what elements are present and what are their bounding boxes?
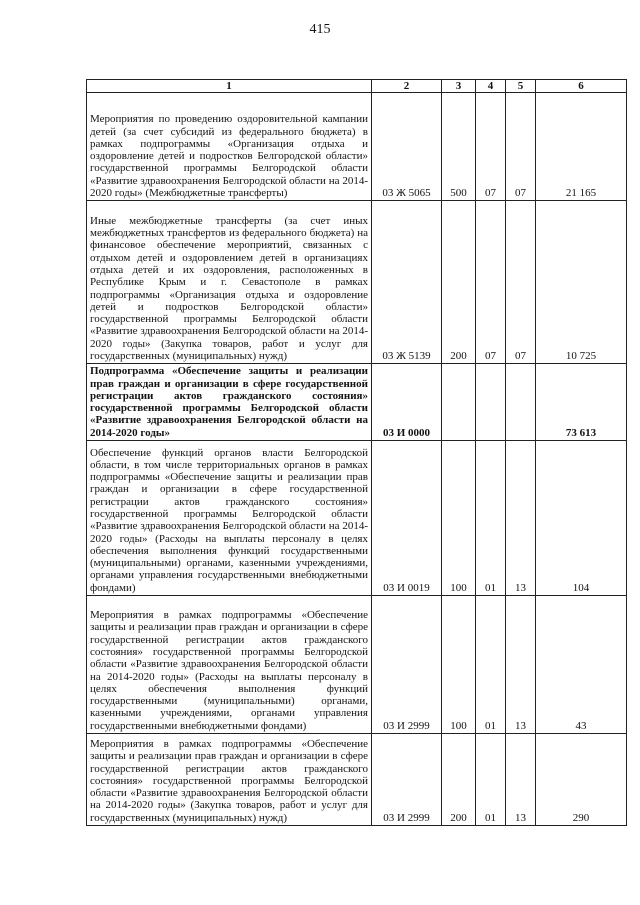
- header-cell-5: 5: [506, 80, 536, 93]
- page-number: 415: [309, 22, 331, 37]
- header-cell-3: 3: [442, 80, 476, 93]
- header-cell-6: 6: [536, 80, 627, 93]
- row-section: [476, 364, 506, 441]
- row-target-code: 03 И 2999: [372, 596, 442, 734]
- row-description: Мероприятия в рамках подпрограммы «Обеспечение защиты и реализации прав граждан и организации в сфере государственной регистрации актов гражданского состояния» государственной программы Белгородской области «Развитие здравоохранения Белгородской области на 2014-2020 годы» (Закупка товаров, работ и услуг для государственных (муниципальных) нужд): [87, 734, 372, 826]
- row-expense-type: 500: [442, 93, 476, 201]
- row-amount: 290: [536, 734, 627, 826]
- row-amount: 73 613: [536, 364, 627, 441]
- row-subsection: 13: [506, 596, 536, 734]
- row-subsection: 13: [506, 441, 536, 596]
- row-section: 01: [476, 441, 506, 596]
- row-target-code: 03 Ж 5139: [372, 201, 442, 364]
- table-row: [87, 441, 627, 596]
- row-description: Подпрограмма «Обеспечение защиты и реализации прав граждан и организации в сфере государственной регистрации актов гражданского состояния» государственной программы Белгородской области «Развитие здравоохранения Белгородской области на 2014-2020 годы»: [87, 364, 372, 441]
- row-target-code: 03 Ж 5065: [372, 93, 442, 201]
- row-section: 07: [476, 201, 506, 364]
- table-row: [87, 734, 627, 826]
- row-section: 07: [476, 93, 506, 201]
- row-target-code: 03 И 2999: [372, 734, 442, 826]
- row-amount: 21 165: [536, 93, 627, 201]
- row-expense-type: 100: [442, 596, 476, 734]
- budget-table: [86, 79, 627, 826]
- row-description: Иные межбюджетные трансферты (за счет иных межбюджетных трансфертов из федерального бюджета) на финансовое обеспечение мероприятий, связанных с отдыхом детей и оздоровлением детей в организациях отдыха детей и их оздоровления, расположенных в Республике Крым и г. Севастополе в рамках подпрограммы «Организация отдыха и оздоровление детей и подростков Белгородской области» государственной программы Белгородской области «Развитие здравоохранения Белгородской области на 2014-2020 годы» (Закупка товаров, работ и услуг для государственных (муниципальных) нужд): [87, 201, 372, 364]
- header-cell-1: 1: [87, 80, 372, 93]
- row-subsection: 13: [506, 734, 536, 826]
- row-amount: 104: [536, 441, 627, 596]
- row-description: Мероприятия в рамках подпрограммы «Обеспечение защиты и реализации прав граждан и организации в сфере государственной регистрации актов гражданского состояния» государственной программы Белгородской области «Развитие здравоохранения Белгородской области на 2014-2020 годы» (Расходы на выплаты персоналу в целях обеспечения выполнения функций государственными (муниципальными) органами, казенными учреждениями, органами управления государственными внебюджетными фондами): [87, 596, 372, 734]
- subprogram-row: [87, 364, 627, 441]
- row-subsection: [506, 364, 536, 441]
- row-target-code: 03 И 0019: [372, 441, 442, 596]
- row-section: 01: [476, 734, 506, 826]
- row-subsection: 07: [506, 93, 536, 201]
- row-amount: 43: [536, 596, 627, 734]
- row-section: 01: [476, 596, 506, 734]
- row-expense-type: [442, 364, 476, 441]
- table-header-row: [87, 80, 627, 93]
- row-description: Обеспечение функций органов власти Белгородской области, в том числе территориальных органов в рамках подпрограммы «Обеспечение защиты и реализации прав граждан и организации в сфере государственной регистрации актов гражданского состояния» государственной программы Белгородской области «Развитие здравоохранения Белгородской области на 2014-2020 годы» (Расходы на выплаты персоналу в целях обеспечения выполнения функций государственными (муниципальными) органами, казенными учреждениями, органами управления государственными внебюджетными фондами): [87, 441, 372, 596]
- row-expense-type: 200: [442, 734, 476, 826]
- row-description: Мероприятия по проведению оздоровительной кампании детей (за счет субсидий из федерального бюджета) в рамках подпрограммы «Организация отдыха и оздоровление детей и подростков Белгородской области» государственной программы Белгородской области «Развитие здравоохранения Белгородской области на 2014-2020 годы» (Межбюджетные трансферты): [87, 93, 372, 201]
- table-row: [87, 93, 627, 201]
- row-expense-type: 200: [442, 201, 476, 364]
- header-cell-2: 2: [372, 80, 442, 93]
- row-subsection: 07: [506, 201, 536, 364]
- header-cell-4: 4: [476, 80, 506, 93]
- table-row: [87, 596, 627, 734]
- row-expense-type: 100: [442, 441, 476, 596]
- table-row: [87, 201, 627, 364]
- row-target-code: 03 И 0000: [372, 364, 442, 441]
- row-amount: 10 725: [536, 201, 627, 364]
